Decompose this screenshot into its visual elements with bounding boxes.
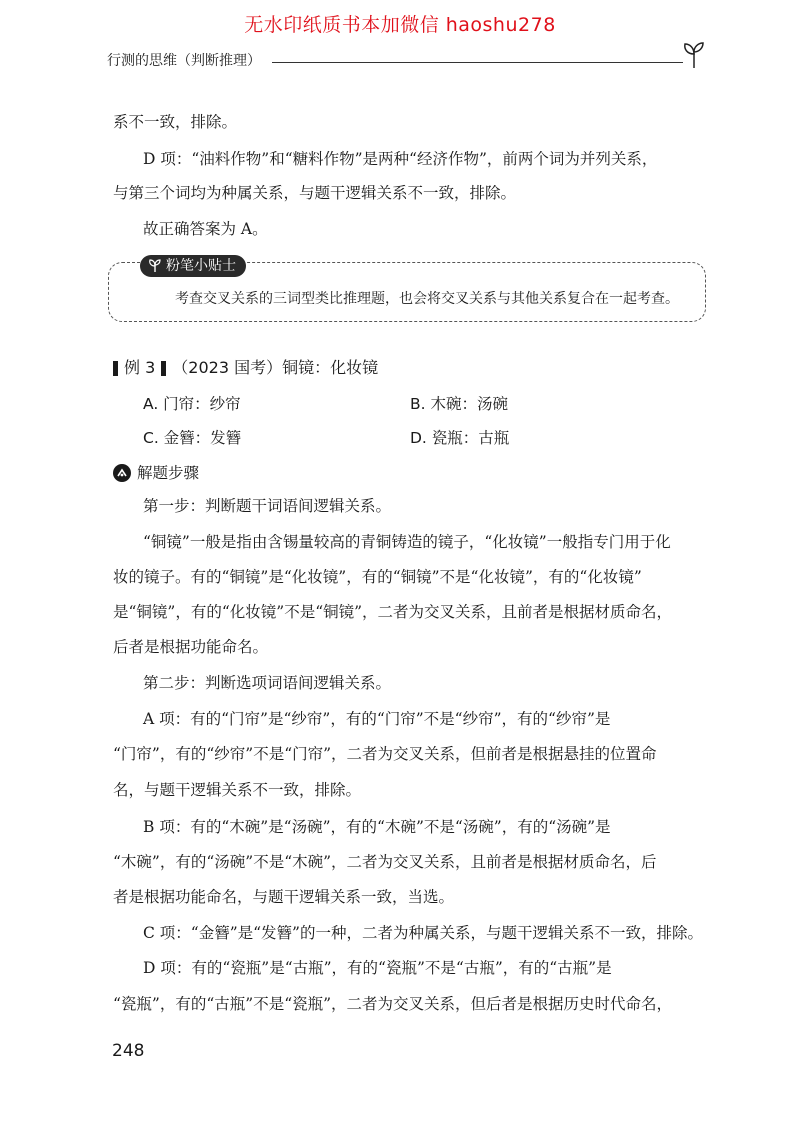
- option-d-analysis-line: “瓷瓶”，有的“古瓶”不是“瓷瓶”，二者为交叉关系，但后者是根据历史时代命名，: [113, 995, 673, 1013]
- step1-line: 后者是根据功能命名。: [113, 638, 269, 656]
- option-a-analysis-line: A 项：有的“门帘”是“纱帘”，有的“门帘”不是“纱帘”，有的“纱帘”是: [143, 710, 611, 728]
- steps-heading: [113, 462, 199, 484]
- option-a-analysis-line: “门帘”，有的“纱帘”不是“门帘”，二者为交叉关系，但前者是根据悬挂的位置命: [113, 745, 657, 763]
- tip-label-text: 粉笔小贴士: [166, 258, 236, 274]
- option-b-analysis-line: “木碗”，有的“汤碗”不是“木碗”，二者为交叉关系，且前者是根据材质命名，后: [113, 853, 657, 871]
- step1-title: 第一步：判断题干词语间逻辑关系。: [143, 497, 392, 515]
- option-d: D. 瓷瓶：古瓶: [410, 429, 510, 447]
- sprout-icon: [681, 41, 707, 69]
- intro-d-line-2: 与第三个词均为种属关系，与题干逻辑关系不一致，排除。: [113, 184, 517, 202]
- intro-d-line-1: D 项：“油料作物”和“糖料作物”是两种“经济作物”，前两个词为并列关系，: [143, 150, 658, 168]
- option-c: C. 金簪：发簪: [143, 429, 242, 447]
- example-bar-left: [113, 361, 118, 376]
- example-label: 例 3: [124, 358, 156, 377]
- tip-sprout-icon: [148, 259, 162, 273]
- page-header: [107, 47, 707, 73]
- tip-text: 考查交叉关系的三词型类比推理题，也会将交叉关系与其他关系复合在一起考查。: [175, 291, 679, 307]
- answer-line: 故正确答案为 A。: [143, 220, 268, 238]
- option-d-analysis-line: D 项：有的“瓷瓶”是“古瓶”，有的“瓷瓶”不是“古瓶”，有的“古瓶”是: [143, 959, 612, 977]
- step1-line: 妆的镜子。有的“铜镜”是“化妆镜”，有的“铜镜”不是“化妆镜”，有的“化妆镜”: [113, 568, 642, 586]
- step1-line: 是“铜镜”，有的“化妆镜”不是“铜镜”，二者为交叉关系，且前者是根据材质命名，: [113, 603, 673, 621]
- example-bar-right: [161, 361, 166, 376]
- intro-line-0: 系不一致，排除。: [113, 113, 238, 131]
- step1-line: “铜镜”一般是指由含锡量较高的青铜铸造的镜子，“化妆镜”一般指专门用于化: [143, 533, 671, 551]
- option-b-analysis-line: 者是根据功能命名，与题干逻辑关系一致，当选。: [113, 888, 455, 906]
- option-b: B. 木碗：汤碗: [410, 395, 508, 413]
- step2-title: 第二步：判断选项词语间逻辑关系。: [143, 674, 392, 692]
- tip-label: [140, 255, 246, 277]
- header-rule: [272, 62, 683, 63]
- option-a-analysis-line: 名，与题干逻辑关系不一致，排除。: [113, 781, 362, 799]
- header-title: 行测的思维（判断推理）: [107, 53, 261, 69]
- option-b-analysis-line: B 项：有的“木碗”是“汤碗”，有的“木碗”不是“汤碗”，有的“汤碗”是: [143, 818, 611, 836]
- option-a: A. 门帘：纱帘: [143, 395, 241, 413]
- example-title: [113, 357, 378, 379]
- steps-icon: [113, 464, 131, 482]
- page-number: 248: [112, 1041, 145, 1061]
- option-c-analysis-line: C 项：“金簪”是“发簪”的一种，二者为种属关系，与题干逻辑关系不一致，排除。: [143, 924, 703, 942]
- example-question: （2023 国考）铜镜：化妆镜: [172, 358, 379, 377]
- watermark-text: 无水印纸质书本加微信 haoshu278: [244, 14, 556, 36]
- steps-heading-text: 解题步骤: [137, 464, 200, 482]
